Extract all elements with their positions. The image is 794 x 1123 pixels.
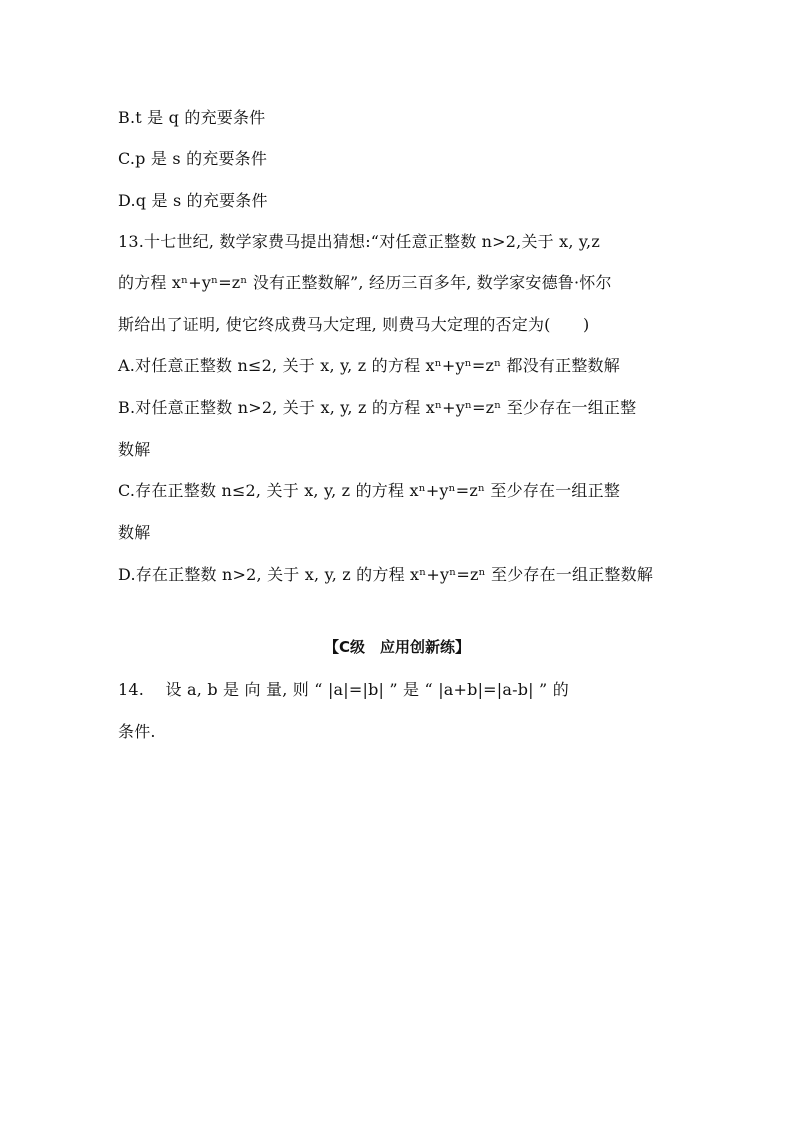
question-13-line-1: 13.十七世纪, 数学家费马提出猜想:“对任意正整数 n>2,关于 x, y,z [118,232,600,251]
option-d-q12: D.q 是 s 的充要条件 [118,191,268,210]
section-header: 【C级 应用创新练】 [323,638,470,656]
option-b-q13-line-2: 数解 [118,440,151,459]
option-c-q13-line-1: C.存在正整数 n≤2, 关于 x, y, z 的方程 xⁿ+yⁿ=zⁿ 至少存在一组正整 [118,481,621,500]
option-c-q12: C.p 是 s 的充要条件 [118,149,268,168]
question-13-line-3: 斯给出了证明, 使它终成费马大定理, 则费马大定理的否定为( ) [118,315,590,334]
option-b-q12: B.t 是 q 的充要条件 [118,108,266,127]
option-d-q13: D.存在正整数 n>2, 关于 x, y, z 的方程 xⁿ+yⁿ=zⁿ 至少存在一组正整数解 [118,565,654,584]
option-a-q13: A.对任意正整数 n≤2, 关于 x, y, z 的方程 xⁿ+yⁿ=zⁿ 都没有正整数解 [118,356,620,375]
option-b-q13-line-1: B.对任意正整数 n>2, 关于 x, y, z 的方程 xⁿ+yⁿ=zⁿ 至少存在一组正整 [118,398,637,417]
question-14-line-1: 14. 设 a, b 是 向 量, 则 “ |a|=|b| ” 是 “ |a+b|=|a-b| ” 的 [118,680,569,699]
question-14-line-2: 条件. [118,722,156,741]
option-c-q13-line-2: 数解 [118,523,151,542]
question-13-line-2: 的方程 xⁿ+yⁿ=zⁿ 没有正整数解”, 经历三百多年, 数学家安德鲁·怀尔 [118,273,612,292]
